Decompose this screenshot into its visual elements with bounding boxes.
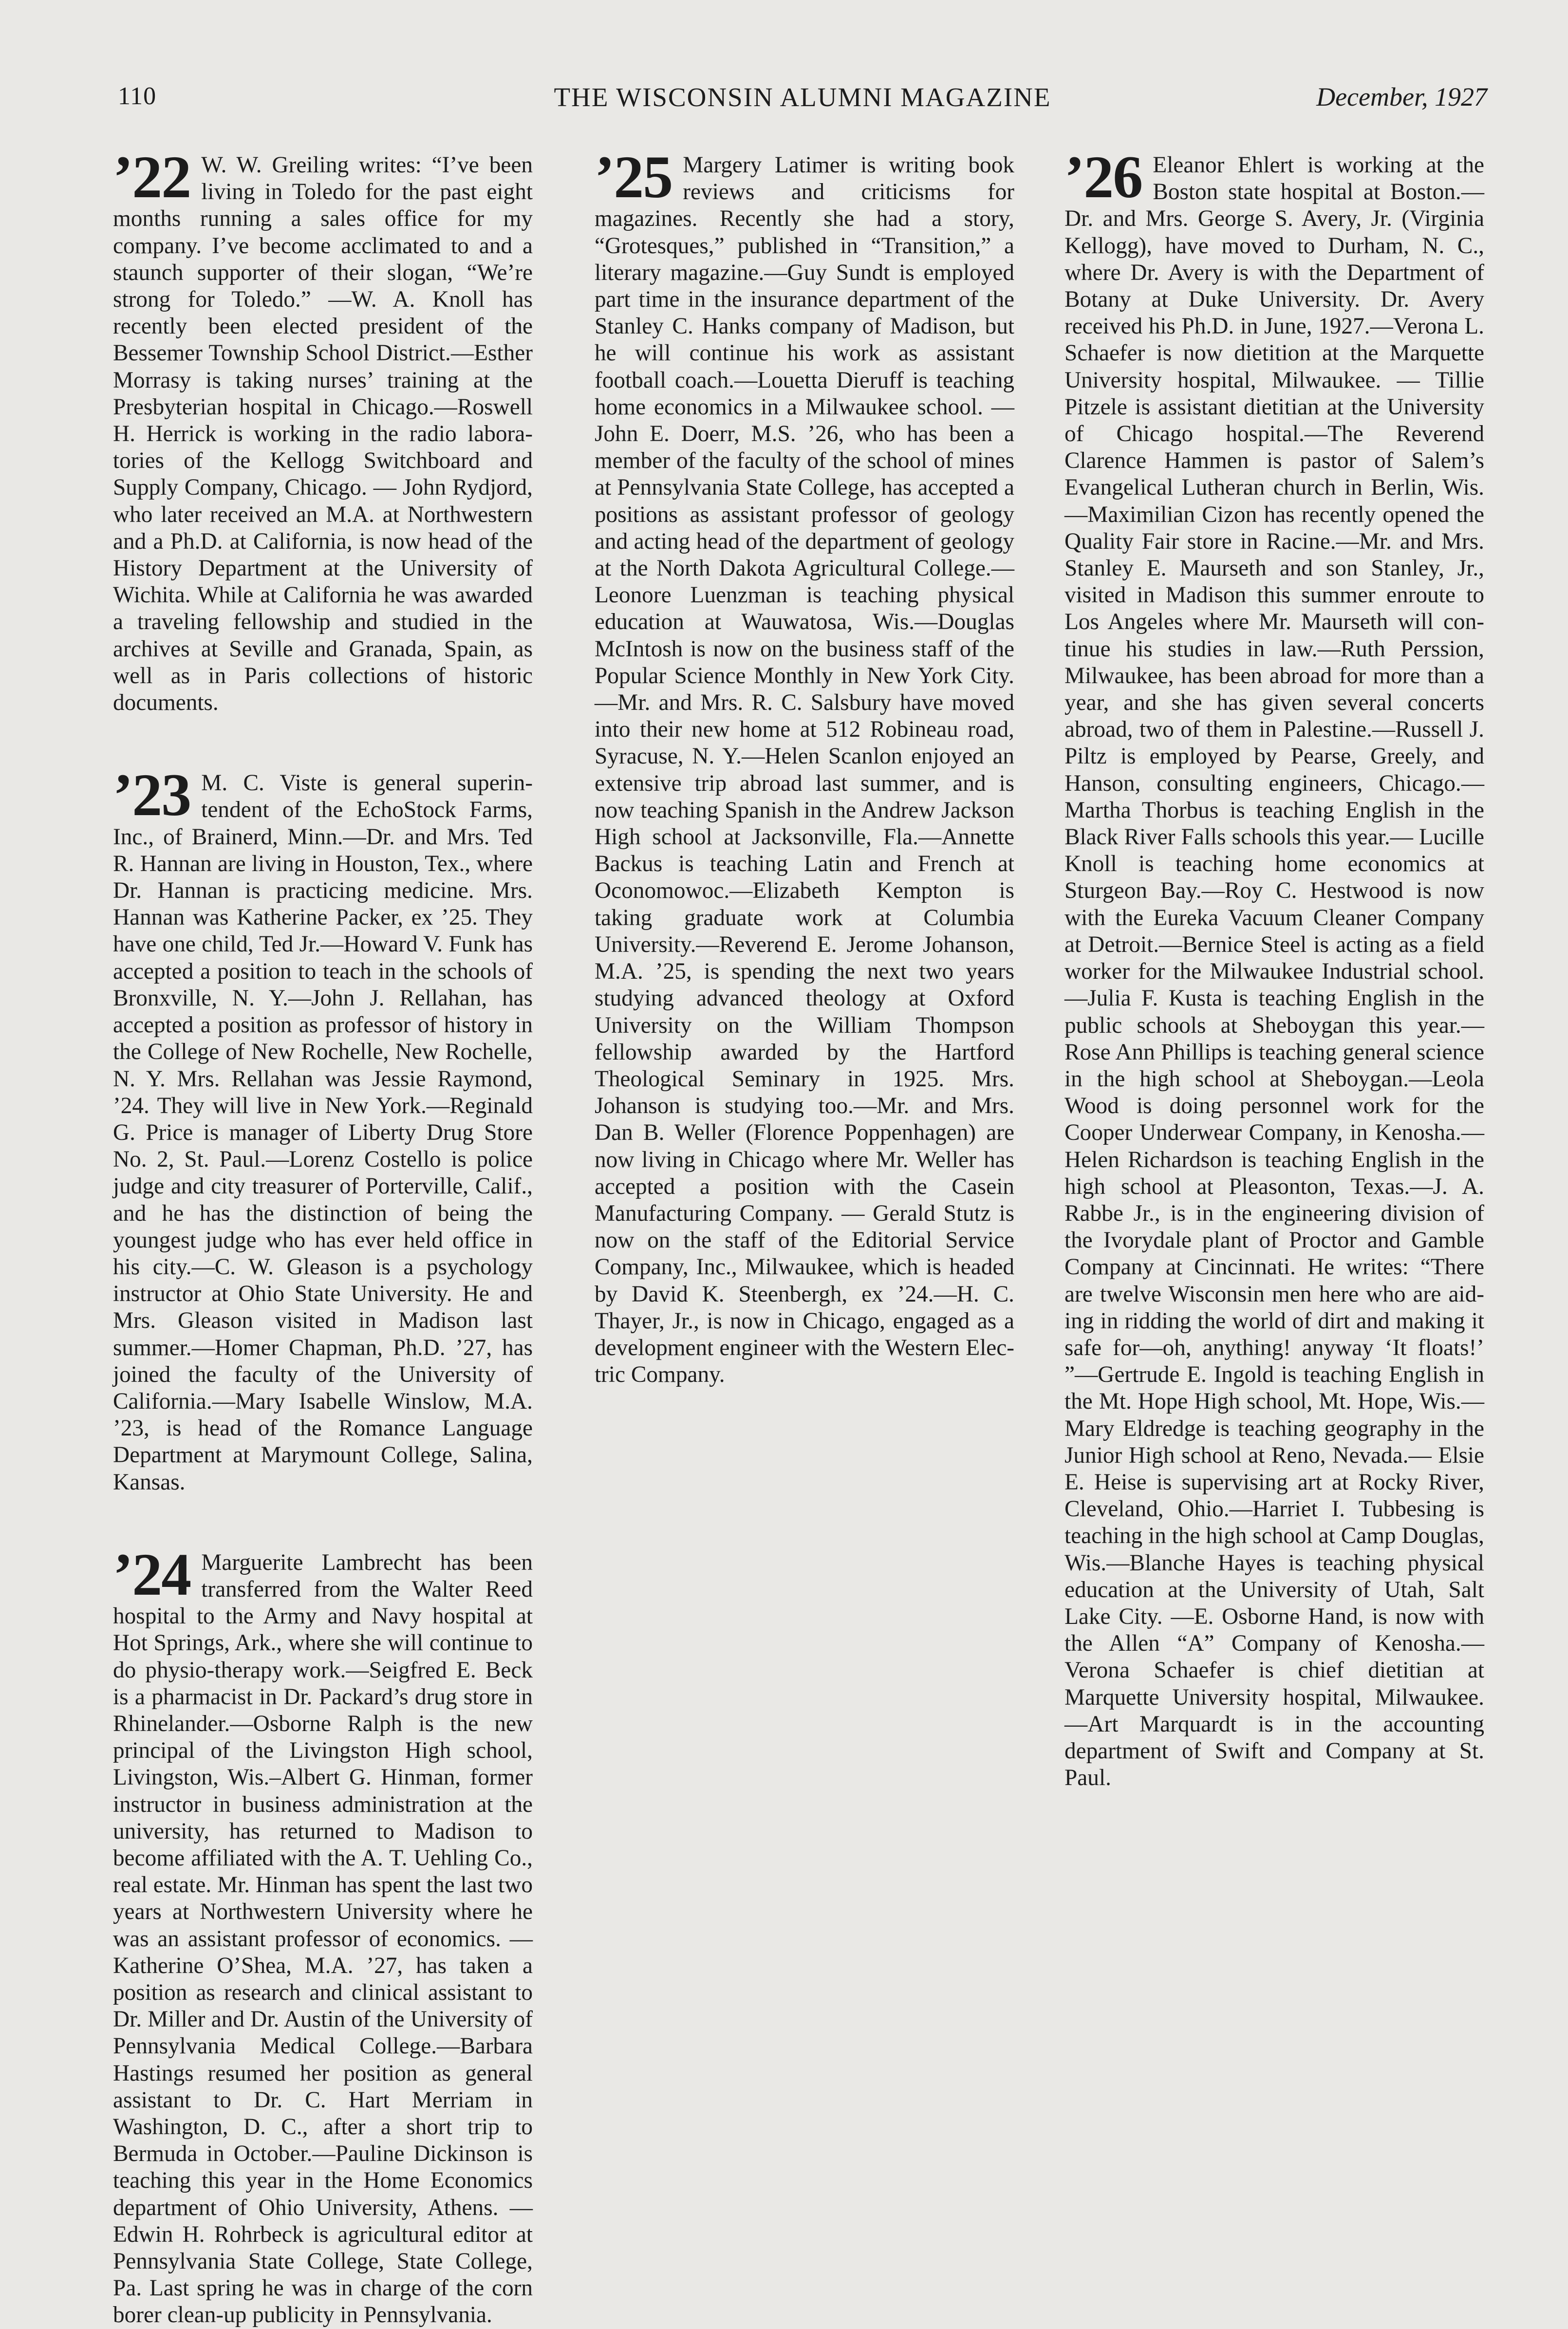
class-notes-text: Eleanor Ehlert is working at the Boston state hospital at Boston.—Dr. and Mrs. George S. Avery, Jr. (Virginia Kellogg), have moved to Durham, N. C., where Dr. Avery is with the Department of Botany at Duke University. Dr. Avery received his Ph.D. in June, 1927.—Verona L. Schaefer is now dietition at the Marquette University hospital, Milwaukee. — Tillie Pitzele is assistant dietitian at the University of Chicago hospital.—The Reverend Clarence Hammen is pastor of Salem’s Evangelical Lutheran church in Berlin, Wis.—Maximilian Cizon has recently opened the Quality Fair store in Racine.—Mr. and Mrs. Stanley E. Maurseth and son Stanley, Jr., visited in Madison this summer enroute to Los Angeles where Mr. Maurseth will continue his studies in law.—Ruth Perssion, Milwaukee, has been abroad for more than a year, and she has given several concerts abroad, two of them in Palestine.—Russell J. Piltz is employed by Pearse, Greely, and Hanson, consulting engineers, Chicago.—Martha Thorbus is teaching English in the Black River Falls schools this year.— Lucille Knoll is teaching home economics at Sturgeon Bay.—Roy C. Hestwood is now with the Eureka Vacuum Cleaner Company at Detroit.—Bernice Steel is acting as a field worker for the Milwaukee Industrial school.—Julia F. Kusta is teaching English in the public schools at Sheboygan this year.—Rose Ann Phillips is teaching general science in the high school at Sheboygan.—Leola Wood is doing personnel work for the Cooper Underwear Company, in Kenosha.—Helen Richardson is teaching English in the high school at Pleasonton, Texas.—J. A. Rabbe Jr., is in the engineering division of the Ivorydale plant of Proctor and Gamble Company at Cincinnati. He writes: “There are twelve Wisconsin men here who are aiding in ridding the world of dirt and making it safe for—oh, anything! anyway ‘It floats!’ ”—Gertrude E. Ingold is teaching English in the Mt. Hope High school, Mt. Hope, Wis.—Mary Eldredge is teaching geography in the Junior High school at Reno, Nevada.— Elsie E. Heise is supervising art at Rocky River, Cleveland, Ohio.—Harriet I. Tubbesing is teaching in the high school at Camp Douglas, Wis.—Blanche Hayes is teaching physical education at the University of Utah, Salt Lake City. —E. Osborne Hand, is now with the Allen “A” Company of Kenosha.— Verona Schaefer is chief dietitian at Marquette University hospital, Milwaukee.—Art Marquardt is in the accounting department of Swift and Company at St. Paul. — [1064, 152, 1484, 1791]
class-notes-text: W. W. Greiling writes: “I’ve been living in Toledo for the past eight months running a sales office for my company. I’ve become acclimated to and a staunch supporter of their slogan, “We’re strong for Toledo.” —W. A. Knoll has recently been elected president of the Bessemer Township School District.—Esther Morrasy is taking nurses’ training at the Presbyterian hospital in Chicago.—Roswell H. Herrick is working in the radio laboratories of the Kellogg Switchboard and Supply Company, Chicago. — John Rydjord, who later received an M.A. at Northwestern and a Ph.D. at California, is now head of the History Department at the University of Wichita. While at California he was awarded a traveling fellowship and studied in the archives at Seville and Granada, Spain, as well as in Paris collections of historic documents. — [113, 152, 533, 716]
class-notes-1922 — [113, 144, 533, 716]
class-notes-1926 — [1064, 144, 1484, 1791]
class-notes-1924 — [113, 1541, 533, 2329]
class-notes-1923 — [113, 762, 533, 1495]
class-year-label: ’25 — [595, 144, 672, 210]
class-notes-text: Margery Latimer is writing book reviews and criticisms for magazines. Recently she had a story, “Grotesques,” published in “Transition,” a literary magazine.—Guy Sundt is employed part time in the insurance department of the Stanley C. Hanks company of Madison, but he will continue his work as assistant football coach.—Louetta Dieruff is teaching home economics in a Milwaukee school. —John E. Doerr, M.S. ’26, who has been a member of the faculty of the school of mines at Pennsylvania State College, has accepted a positions as assistant professor of geology and acting head of the department of geology at the North Dakota Agricultural College.— Leonore Luenzman is teaching physical education at Wauwatosa, Wis.—Douglas McIntosh is now on the business staff of the Popular Science Monthly in New York City.—Mr. and Mrs. R. C. Salsbury have moved into their new home at 512 Robineau road, Syracuse, N. Y.—Helen Scanlon enjoyed an extensive trip abroad last summer, and is now teaching Spanish in the Andrew Jackson High school at Jacksonville, Fla.—Annette Backus is teaching Latin and French at Oconomowoc.—Elizabeth Kempton is taking graduate work at Columbia University.—Reverend E. Jerome Johanson, M.A. ’25, is spending the next two years studying advanced theology at Oxford University on the William Thompson fellowship awarded by the Hartford Theological Seminary in 1925. Mrs. Johanson is studying too.—Mr. and Mrs. Dan B. Weller (Florence Poppenhagen) are now living in Chicago where Mr. Weller has accepted a position with the Casein Manufacturing Company. — Gerald Stutz is now on the staff of the Editorial Service Company, Inc., Milwaukee, which is headed by David K. Steenbergh, ex ’24.—H. C. Thayer, Jr., is now in Chicago, engaged as a development engineer with the Western Electric Company. — [595, 152, 1014, 1388]
column-2 — [595, 144, 1014, 2100]
class-notes-1925 — [595, 144, 1014, 1388]
page-header — [118, 82, 1487, 121]
class-notes-text: M. C. Viste is general superintendent of the EchoStock Farms, Inc., of Brainerd, Minn.—Dr. and Mrs. Ted R. Hannan are living in Houston, Tex., where Dr. Hannan is practicing medicine. Mrs. Hannan was Katherine Packer, ex ’25. They have one child, Ted Jr.—Howard V. Funk has accepted a position to teach in the schools of Bronxville, N. Y.—John J. Rellahan, has accepted a position as professor of history in the College of New Rochelle, New Rochelle, N. Y. Mrs. Rellahan was Jessie Raymond, ’24. They will live in New York.—Reginald G. Price is manager of Liberty Drug Store No. 2, St. Paul.—Lorenz Costello is police judge and city treasurer of Porterville, Calif., and he has the distinction of being the youngest judge who has ever held office in his city.—C. W. Gleason is a psychology instructor at Ohio State University. He and Mrs. Gleason visited in Madison last summer.—Homer Chapman, Ph.D. ’27, has joined the faculty of the University of California.—Mary Isabelle Winslow, M.A. ’23, is head of the Romance Language Department at Marymount College, Salina, Kansas. — [113, 770, 533, 1495]
class-year-label: ’24 — [113, 1541, 191, 1608]
page-number: 110 — [118, 82, 157, 110]
column-1 — [113, 144, 533, 2328]
magazine-title: THE WISCONSIN ALUMNI MAGAZINE — [554, 82, 1051, 112]
issue-date: December, 1927 — [1316, 82, 1487, 112]
class-year-label: ’23 — [113, 762, 191, 829]
class-year-label: ’22 — [113, 144, 191, 210]
class-year-label: ’26 — [1064, 144, 1142, 210]
class-notes-text-part-1: Marguerite Lambrecht has been transferred from the Walter Reed hospital to the Army and Navy hospital at Hot Springs, Ark., where she will continue to do physio-therapy work.—Seigfred E. Beck is a pharmacist in Dr. Packard’s drug store in Rhinelander.—Osborne Ralph is the new principal of the Livingston High school, Livingston, Wis.–Albert G. Hinman, former instructor in business administration at the university, has returned to Madison to become affiliated with the A. T. Uehling Co., real estate. Mr. Hinman has spent the last two years at Northwestern University where he was an assistant professor of economics. —Katherine O’Shea, M.A. ’27, has taken a position as research and clinical assistant to Dr. Miller and Dr. Austin of the University of Pennsylvania Medical College.—Barbara Hastings resumed her position as general assistant to Dr. C. Hart Merriam in Washington, D. C., after a short trip to Bermuda in October.—Pauline Dickinson is teaching this year in the Home Economics department of Ohio University, Athens. —Edwin H. Rohrbeck is agricultural editor at Pennsylvania State College, State College, Pa. Last spring he was in charge of the corn borer clean-up publicity in Pennsylvania. — [113, 1549, 533, 2328]
column-3 — [1064, 144, 1484, 2100]
